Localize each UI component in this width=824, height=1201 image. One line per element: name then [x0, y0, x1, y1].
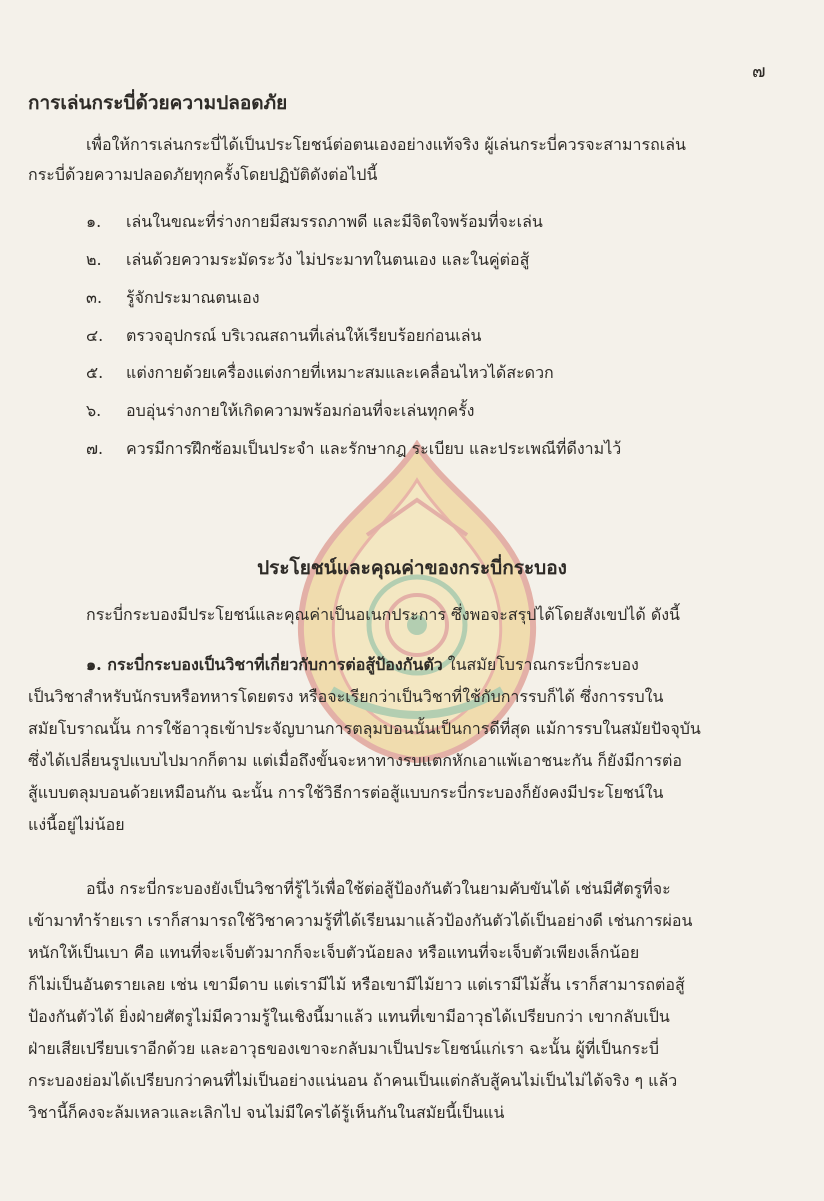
list-text: เล่นในขณะที่ร่างกายมีสมรรถภาพดี และมีจิตใจพร้อมที่จะเล่น [126, 212, 543, 231]
safety-intro-paragraph [28, 133, 798, 193]
list-number: ๔. [86, 326, 104, 345]
section-heading-safety: การเล่นกระบี่ด้วยความปลอดภัย [28, 92, 288, 114]
text-line: ป้องกันตัวได้ ยิ่งฝ่ายศัตรูไม่มีความรู้ในเชิงนี้มาแล้ว แทนที่เขามีอาวุธได้เปรียบกว่า เขากลับเป็น [28, 1007, 670, 1026]
list-text: รู้จักประมาณตนเอง [126, 288, 260, 307]
text-line [86, 653, 639, 678]
list-item [86, 286, 260, 311]
text-line: เพื่อให้การเล่นกระบี่ได้เป็นประโยชน์ต่อตนเองอย่างแท้จริง ผู้เล่นกระบี่ควรจะสามารถเล่น [86, 135, 686, 154]
point-heading: ๑. กระบี่กระบองเป็นวิชาที่เกี่ยวกับการต่อสู้ป้องกันตัว [86, 655, 443, 674]
text-line: ฝ่ายเสียเปรียบเราอีกด้วย และอาวุธของเขาจะกลับมาเป็นประโยชน์แก่เรา ฉะนั้น ผู้ที่เป็นกระบี่ [28, 1039, 659, 1058]
list-item [86, 361, 554, 386]
text-line: ซึ่งได้เปลี่ยนรูปแบบไปมากก็ตาม แต่เมื่อถึงขั้นจะหาทางรบแตกหักเอาแพ้เอาชนะกัน ก็ยังมีการต่อ [28, 751, 683, 770]
text-line: แง่นี้อยู่ไม่น้อย [28, 815, 125, 834]
list-text: เล่นด้วยความระมัดระวัง ไม่ประมาทในตนเอง และในคู่ต่อสู้ [126, 250, 530, 269]
section-heading-benefits: ประโยชน์และคุณค่าของกระบี่กระบอง [257, 557, 567, 579]
list-item [86, 210, 543, 235]
list-number: ๒. [86, 250, 102, 269]
text-line: วิชานี้ก็คงจะล้มเหลวและเลิกไป จนไม่มีใครได้รู้เห็นกันในสมัยนี้เป็นแน่ [28, 1103, 505, 1122]
list-number: ๕. [86, 363, 104, 382]
benefit-point-1 [28, 653, 798, 843]
text-line: สู้แบบตลุมบอนด้วยเหมือนกัน ฉะนั้น การใช้วิธีการต่อสู้แบบกระบี่กระบองก็ยังคงมีประโยชน์ใน [28, 783, 664, 802]
text-line: ก็ไม่เป็นอันตรายเลย เช่น เขามีดาบ แต่เรามีไม้ หรือเขามีไม้ยาว แต่เรามีไม้สั้น เราก็สามารถต่อสู้ [28, 975, 685, 994]
text-line: อนึ่ง กระบี่กระบองยังเป็นวิชาที่รู้ไว้เพื่อใช้ต่อสู้ป้องกันตัวในยามคับขันได้ เช่นมีศัตรูที่จะ [86, 879, 671, 898]
list-number: ๑. [86, 212, 102, 231]
text-line: เป็นวิชาสำหรับนักรบหรือทหารโดยตรง หรือจะเรียกว่าเป็นวิชาที่ใช้กับการรบก็ได้ ซึ่งการรบใน [28, 687, 664, 706]
text-line: กระบองย่อมได้เปรียบกว่าคนที่ไม่เป็นอย่างแน่นอน ถ้าคนเป็นแต่กลับสู้คนไม่เป็นไม่ได้จริง ๆ แล้ว [28, 1071, 678, 1090]
text-line: กระบี่กระบองมีประโยชน์และคุณค่าเป็นอเนกประการ ซึ่งพอจะสรุปได้โดยสังเขปได้ ดังนี้ [86, 605, 680, 624]
text-line: เข้ามาทำร้ายเรา เราก็สามารถใช้วิชาความรู้ที่ได้เรียนมาแล้วป้องกันตัวได้เป็นอย่างดี เช่นการผ่อน [28, 911, 693, 930]
benefits-intro [86, 603, 786, 629]
benefit-paragraph-2 [28, 877, 798, 1137]
text-line: กระบี่ด้วยความปลอดภัยทุกครั้งโดยปฏิบัติดังต่อไปนี้ [28, 165, 378, 184]
text-line: หนักให้เป็นเบา คือ แทนที่จะเจ็บตัวมากก็จะเจ็บตัวน้อยลง หรือแทนที่จะเจ็บตัวเพียงเล็กน้อย [28, 943, 640, 962]
point-heading-rest: ในสมัยโบราณกระบี่กระบอง [442, 655, 639, 674]
list-item [86, 248, 529, 273]
list-number: ๖. [86, 401, 102, 420]
list-item [86, 324, 481, 349]
list-number: ๗. [86, 439, 104, 458]
list-text: ควรมีการฝึกซ้อมเป็นประจำ และรักษากฎ ระเบียบ และประเพณีที่ดีงามไว้ [126, 439, 622, 458]
list-number: ๓. [86, 288, 103, 307]
list-text: อบอุ่นร่างกายให้เกิดความพร้อมก่อนที่จะเล่นทุกครั้ง [126, 401, 475, 420]
list-item [86, 437, 621, 462]
text-line: สมัยโบราณนั้น การใช้อาวุธเข้าประจัญบานการตลุมบอนนั้นเป็นการดีที่สุด แม้การรบในสมัยปัจจุบัน [28, 719, 701, 738]
list-text: แต่งกายด้วยเครื่องแต่งกายที่เหมาะสมและเคลื่อนไหวได้สะดวก [126, 363, 554, 382]
list-text: ตรวจอุปกรณ์ บริเวณสถานที่เล่นให้เรียบร้อยก่อนเล่น [126, 326, 482, 345]
page-number: ๗ [752, 61, 766, 82]
list-item [86, 399, 474, 424]
